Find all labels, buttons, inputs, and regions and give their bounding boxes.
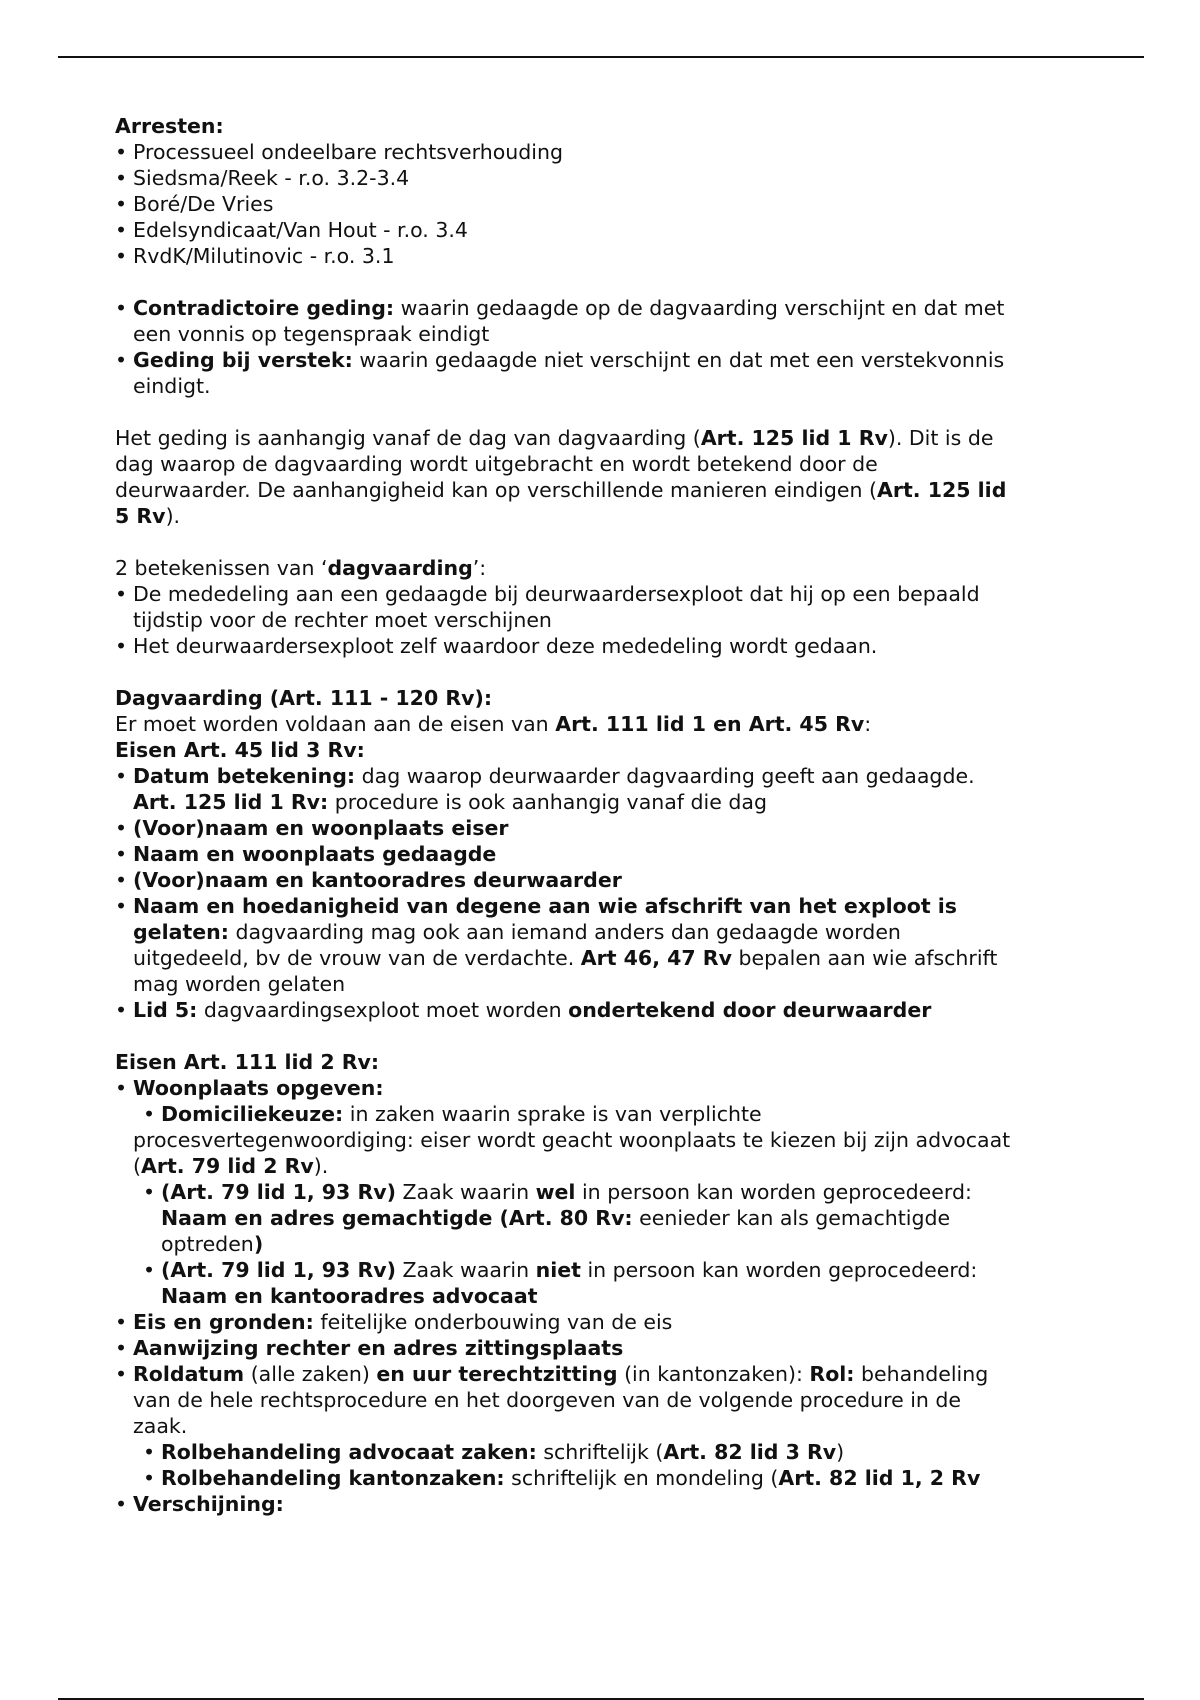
verstek-item: • Geding bij verstek: waarin gedaagde niet verschijnt en dat met een verstekvonnis eindigt. bbox=[115, 347, 1095, 399]
betekenissen-intro: 2 betekenissen van ‘dagvaarding’: bbox=[115, 556, 487, 580]
list-item: • Naam en woonplaats gedaagde bbox=[115, 841, 1095, 867]
list-item: • (Voor)naam en woonplaats eiser bbox=[115, 815, 1095, 841]
list-item: • Verschijning: bbox=[115, 1491, 1095, 1517]
list-item: • RvdK/Milutinovic - r.o. 3.1 bbox=[115, 243, 1095, 269]
dagvaarding-heading: Dagvaarding (Art. 111 - 120 Rv): bbox=[115, 686, 493, 710]
arresten-heading: Arresten: bbox=[115, 114, 224, 138]
list-item: • De mededeling aan een gedaagde bij deurwaardersexploot dat hij op een bepaald tijdstip voor de rechter moet verschijnen bbox=[115, 581, 1095, 633]
list-item: • Datum betekening: dag waarop deurwaarder dagvaarding geeft aan gedaagde. Art. 125 lid 1 Rv: procedure is ook aanhangig vanaf die dag bbox=[115, 763, 1095, 815]
domicilie-item: • Domiciliekeuze: in zaken waarin sprake is van verplichte procesvertegenwoordiging: eiser wordt geacht woonplaats te kiezen bij zijn advocaat (Art. 79 lid 2 Rv). bbox=[115, 1101, 1095, 1179]
dagvaarding-eisen: Er moet worden voldaan aan de eisen van Art. 111 lid 1 en Art. 45 Rv: bbox=[115, 712, 872, 736]
list-item: • (Voor)naam en kantooradres deurwaarder bbox=[115, 867, 1095, 893]
contradictoir-item: • Contradictoire geding: waarin gedaagde op de dagvaarding verschijnt en dat met een vonnis op tegenspraak eindigt bbox=[115, 295, 1095, 347]
list-item: • Edelsyndicaat/Van Hout - r.o. 3.4 bbox=[115, 217, 1095, 243]
list-item: • Rolbehandeling advocaat zaken: schriftelijk (Art. 82 lid 3 Rv) bbox=[143, 1439, 1095, 1465]
list-item: • Aanwijzing rechter en adres zittingsplaats bbox=[115, 1335, 1095, 1361]
list-item: • Woonplaats opgeven: bbox=[115, 1075, 1095, 1101]
list-item: • Rolbehandeling kantonzaken: schriftelijk en mondeling (Art. 82 lid 1, 2 Rv bbox=[143, 1465, 1095, 1491]
list-item: • Roldatum (alle zaken) en uur terechtzitting (in kantonzaken): Rol: behandeling van de hele rechtsprocedure en het doorgeven van de volgende procedure in de zaak. bbox=[115, 1361, 1095, 1439]
list-item: • Siedsma/Reek - r.o. 3.2-3.4 bbox=[115, 165, 1095, 191]
top-rule bbox=[58, 56, 1144, 58]
document-page bbox=[115, 113, 1095, 1517]
art45-heading: Eisen Art. 45 lid 3 Rv: bbox=[115, 738, 365, 762]
aanhangig-paragraph: Het geding is aanhangig vanaf de dag van dagvaarding (Art. 125 lid 1 Rv). Dit is de dag waarop de dagvaarding wordt uitgebracht en wordt betekend door de deurwaarder. De aanhangigheid kan op verschillende manieren eindigen (Art. 125 lid 5 Rv). bbox=[115, 426, 1007, 528]
list-item: • Processueel ondeelbare rechtsverhouding bbox=[115, 139, 1095, 165]
list-item: • (Art. 79 lid 1, 93 Rv) Zaak waarin wel in persoon kan worden geprocedeerd: Naam en adres gemachtigde (Art. 80 Rv: eenieder kan als gemachtigde optreden) bbox=[143, 1179, 1095, 1257]
art111-heading: Eisen Art. 111 lid 2 Rv: bbox=[115, 1050, 380, 1074]
list-item: • Lid 5: dagvaardingsexploot moet worden ondertekend door deurwaarder bbox=[115, 997, 1095, 1023]
list-item: • Het deurwaardersexploot zelf waardoor deze mededeling wordt gedaan. bbox=[115, 633, 1095, 659]
list-item: • (Art. 79 lid 1, 93 Rv) Zaak waarin niet in persoon kan worden geprocedeerd: Naam en kantooradres advocaat bbox=[143, 1257, 1095, 1309]
list-item: • Eis en gronden: feitelijke onderbouwing van de eis bbox=[115, 1309, 1095, 1335]
list-item: • Naam en hoedanigheid van degene aan wie afschrift van het exploot is gelaten: dagvaarding mag ook aan iemand anders dan gedaagde worden uitgedeeld, bv de vrouw van de verdachte. Art 46, 47 Rv bepalen aan wie afschrift mag worden gelaten bbox=[115, 893, 1095, 997]
list-item: • Boré/De Vries bbox=[115, 191, 1095, 217]
